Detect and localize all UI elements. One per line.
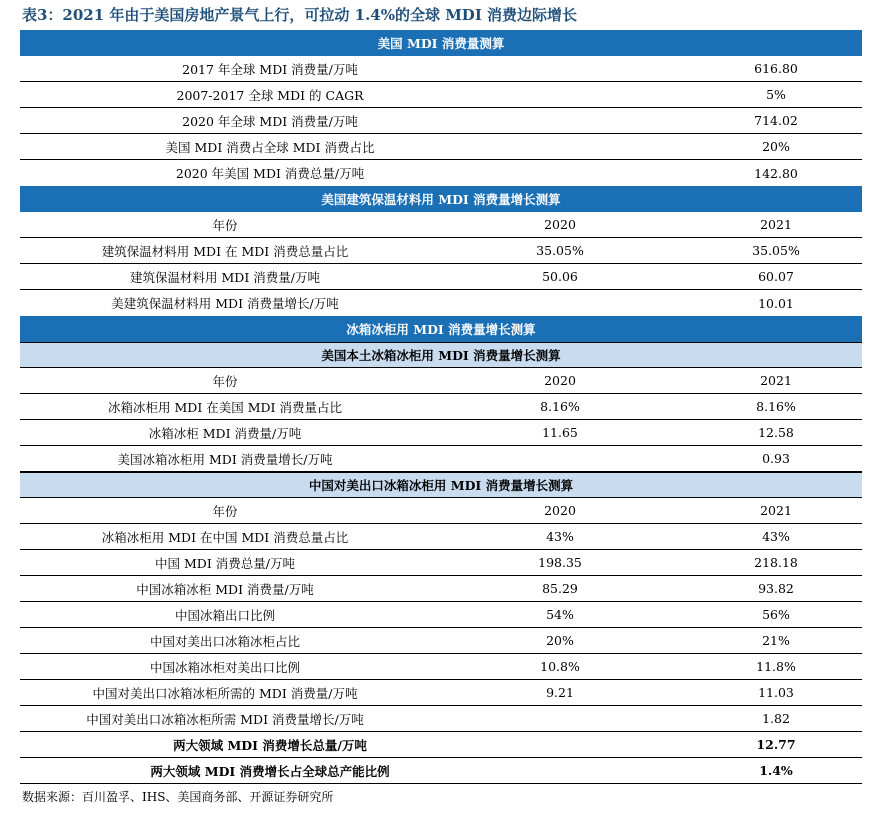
row-label: 建筑保温材料用 MDI 在 MDI 消费总量占比 — [101, 243, 349, 259]
section-header: 冰箱冰柜用 MDI 消费量增长测算 — [20, 316, 862, 342]
row-label: 年份 — [212, 217, 238, 233]
subsection-header: 中国对美出口冰箱冰柜用 MDI 消费量增长测算 — [20, 472, 862, 498]
row-label: 冰箱冰柜 MDI 消费量/万吨 — [148, 425, 302, 441]
row-label: 2020 年全球 MDI 消费量/万吨 — [182, 113, 358, 129]
row-label: 中国冰箱冰柜对美出口比例 — [149, 659, 300, 675]
subsection-header: 美国本土冰箱冰柜用 MDI 消费量增长测算 — [20, 342, 862, 368]
row-label: 中国 MDI 消费总量/万吨 — [155, 555, 295, 571]
table-row — [20, 238, 862, 264]
total-row — [20, 732, 862, 758]
value-2021: 12.58 — [758, 425, 794, 440]
table-row — [20, 108, 862, 134]
row-value: 616.80 — [754, 61, 798, 76]
value-2020: 10.8% — [540, 659, 580, 674]
table-row — [20, 550, 862, 576]
total-value: 12.77 — [756, 737, 796, 752]
total-label: 两大领域 MDI 消费增长总量/万吨 — [173, 737, 367, 753]
value-2021: 56% — [762, 607, 790, 622]
section-header: 美国 MDI 消费量测算 — [20, 30, 862, 56]
row-label: 2017 年全球 MDI 消费量/万吨 — [182, 61, 358, 77]
row-value: 5% — [766, 87, 786, 102]
row-label: 冰箱冰柜用 MDI 在美国 MDI 消费量占比 — [108, 399, 342, 415]
row-label: 年份 — [212, 503, 238, 519]
value-2021: 0.93 — [762, 451, 790, 466]
value-2021: 2021 — [760, 503, 792, 518]
table-row — [20, 212, 862, 238]
table-row — [20, 368, 862, 394]
row-label: 中国对美出口冰箱冰柜占比 — [149, 633, 300, 649]
value-2020: 43% — [546, 529, 574, 544]
value-2020: 198.35 — [538, 555, 582, 570]
value-2021: 35.05% — [752, 243, 800, 258]
row-value: 20% — [762, 139, 790, 154]
value-2020: 9.21 — [546, 685, 574, 700]
value-2021: 10.01 — [758, 295, 794, 311]
value-2020: 11.65 — [542, 425, 578, 440]
value-2021: 8.16% — [756, 399, 796, 414]
total-row — [20, 758, 862, 784]
value-2020: 20% — [546, 633, 574, 648]
row-label: 美国冰箱冰柜用 MDI 消费量增长/万吨 — [117, 451, 333, 467]
table-row — [20, 602, 862, 628]
value-2021: 11.8% — [756, 659, 796, 674]
total-label: 两大领域 MDI 消费增长占全球总产能比例 — [150, 763, 390, 779]
source-note: 数据来源：百川盈孚、IHS、美国商务部、开源证券研究所 — [22, 790, 334, 804]
value-2021: 43% — [762, 529, 790, 544]
total-value: 1.4% — [759, 763, 793, 778]
table-row — [20, 498, 862, 524]
table-row — [20, 394, 862, 420]
row-value: 714.02 — [754, 113, 798, 128]
value-2020: 8.16% — [540, 399, 580, 414]
value-2020: 2020 — [544, 217, 576, 232]
table-row — [20, 290, 862, 316]
value-2021: 2021 — [760, 217, 792, 232]
value-2020: 54% — [546, 607, 574, 622]
row-label: 冰箱冰柜用 MDI 在中国 MDI 消费总量占比 — [101, 529, 349, 545]
mdi-table — [20, 30, 862, 784]
value-2021: 218.18 — [754, 555, 798, 570]
row-label: 2007-2017 全球 MDI 的 CAGR — [176, 87, 364, 103]
table-row — [20, 56, 862, 82]
row-label: 美国 MDI 消费占全球 MDI 消费占比 — [165, 139, 375, 155]
table-row — [20, 654, 862, 680]
value-2021: 21% — [762, 633, 790, 648]
value-2021: 93.82 — [758, 581, 794, 596]
section-header: 美国建筑保温材料用 MDI 消费量增长测算 — [20, 186, 862, 212]
value-2020: 85.29 — [542, 581, 578, 596]
row-label: 年份 — [212, 373, 238, 389]
table-row — [20, 160, 862, 186]
row-label: 中国对美出口冰箱冰柜所需的 MDI 消费量/万吨 — [92, 685, 358, 701]
value-2020: 35.05% — [536, 243, 584, 258]
row-label: 中国冰箱冰柜 MDI 消费量/万吨 — [136, 581, 314, 597]
value-2020: 2020 — [544, 373, 576, 388]
value-2020: 2020 — [544, 503, 576, 518]
table-row — [20, 134, 862, 160]
section1-rows — [20, 56, 862, 186]
table-row — [20, 680, 862, 706]
value-2021: 11.03 — [758, 685, 794, 700]
row-label: 中国冰箱出口比例 — [174, 607, 275, 623]
row-label: 美建筑保温材料用 MDI 消费量增长/万吨 — [111, 296, 339, 311]
value-2021: 2021 — [760, 373, 792, 388]
row-label: 中国对美出口冰箱冰柜所需 MDI 消费量增长/万吨 — [86, 711, 364, 727]
table-row — [20, 82, 862, 108]
table-row — [20, 524, 862, 550]
table-row — [20, 576, 862, 602]
value-2021: 60.07 — [758, 269, 794, 284]
table-row — [20, 706, 862, 732]
table-title: 表3：2021 年由于美国房地产景气上行，可拉动 1.4%的全球 MDI 消费边际增长 — [22, 6, 578, 24]
row-label: 2020 年美国 MDI 消费总量/万吨 — [175, 166, 365, 181]
row-label: 建筑保温材料用 MDI 消费量/万吨 — [130, 269, 320, 285]
table-row — [20, 420, 862, 446]
table-row — [20, 628, 862, 654]
value-2021: 1.82 — [762, 711, 790, 726]
row-value: 142.80 — [754, 165, 798, 181]
table-row — [20, 264, 862, 290]
table-row — [20, 446, 862, 472]
value-2020: 50.06 — [542, 269, 578, 284]
